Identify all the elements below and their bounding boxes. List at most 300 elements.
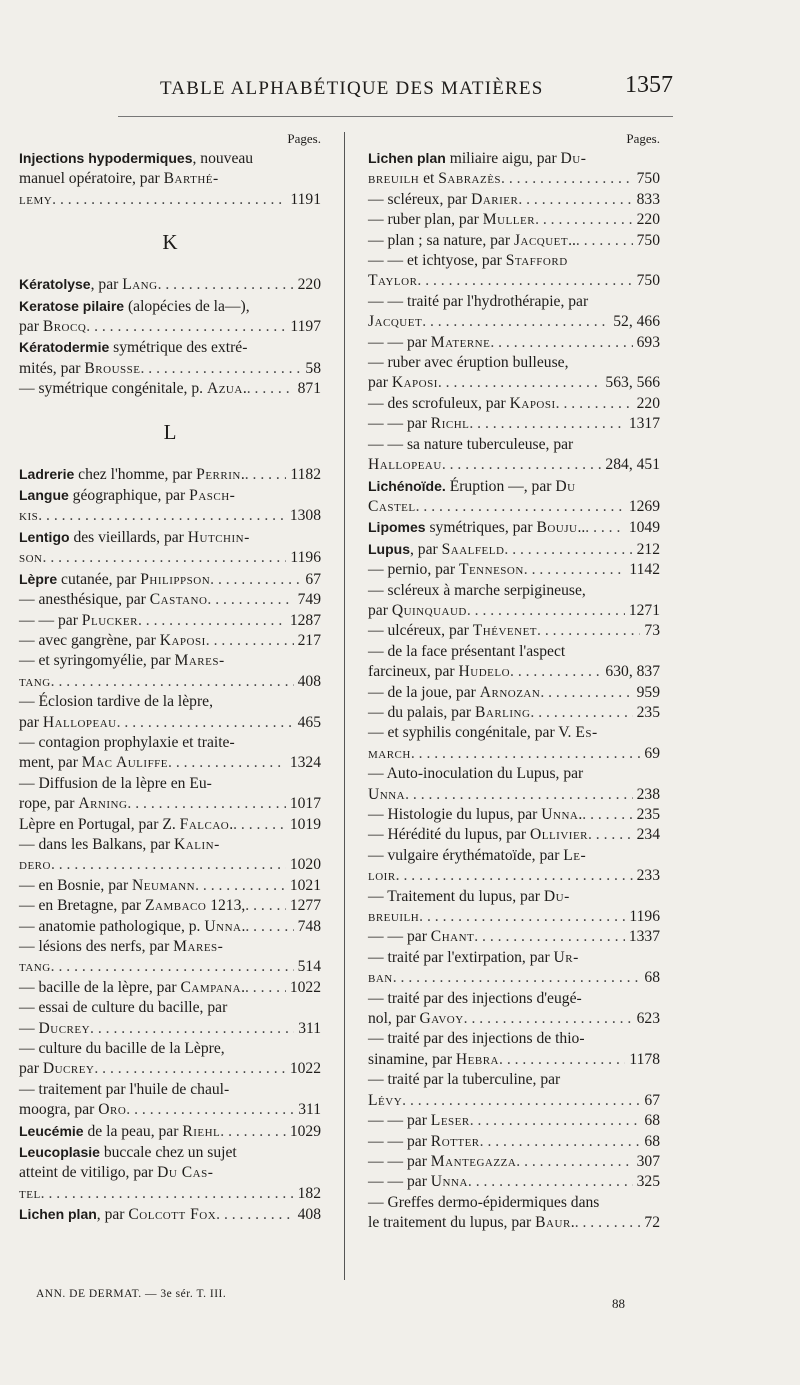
leader-dots bbox=[585, 518, 625, 538]
entry-author: Hutchin- bbox=[187, 528, 250, 546]
entry-fragment: — traité par la tuberculine, par bbox=[368, 1071, 561, 1089]
page-reference: 1020 bbox=[289, 856, 321, 874]
entry-text bbox=[19, 590, 207, 610]
index-entry bbox=[368, 866, 660, 886]
index-entry bbox=[368, 683, 660, 703]
entry-author: Bouju bbox=[536, 519, 578, 537]
index-entry bbox=[368, 887, 660, 907]
leader-dots bbox=[52, 190, 286, 210]
entry-author: Chant bbox=[430, 928, 475, 946]
entry-text bbox=[368, 394, 556, 414]
index-entry bbox=[368, 1193, 660, 1213]
index-entry bbox=[368, 805, 660, 825]
index-entry bbox=[368, 846, 660, 866]
entry-fragment: — Auto-inoculation du Lupus, par bbox=[368, 765, 584, 783]
index-entry bbox=[19, 1039, 321, 1059]
entry-text bbox=[19, 876, 195, 896]
leader-dots bbox=[51, 957, 294, 977]
index-entry bbox=[19, 1080, 321, 1100]
index-entry bbox=[19, 169, 321, 189]
leader-dots bbox=[530, 703, 632, 723]
entry-text bbox=[19, 835, 220, 855]
leader-dots bbox=[233, 815, 286, 835]
index-entry bbox=[19, 590, 321, 610]
entry-text bbox=[368, 907, 419, 927]
entry-text bbox=[19, 978, 245, 998]
entry-text bbox=[19, 569, 210, 590]
index-entry bbox=[368, 435, 660, 455]
index-entry bbox=[19, 359, 321, 379]
entry-heading: Kératodermie bbox=[19, 339, 110, 356]
page-reference: 693 bbox=[636, 333, 660, 351]
entry-heading: Lichen plan bbox=[19, 1206, 97, 1223]
pages-label: Pages. bbox=[626, 131, 660, 146]
entry-author: Leser bbox=[430, 1112, 470, 1130]
entry-text bbox=[368, 1213, 575, 1233]
entry-author: Riehl bbox=[182, 1122, 221, 1140]
leader-dots bbox=[90, 1019, 294, 1039]
entry-heading: Injections hypodermiques bbox=[19, 150, 193, 166]
page-reference: 1191 bbox=[290, 190, 321, 208]
entry-text bbox=[368, 148, 586, 169]
leader-dots bbox=[438, 373, 602, 393]
index-entry bbox=[19, 548, 321, 568]
index-entry bbox=[368, 539, 660, 560]
index-entry bbox=[19, 713, 321, 733]
entry-fragment: par bbox=[19, 318, 43, 336]
index-entry bbox=[19, 672, 321, 692]
entry-text bbox=[368, 333, 490, 353]
entry-text bbox=[368, 1091, 402, 1111]
index-entry bbox=[368, 497, 660, 517]
entry-heading: Keratose pilaire bbox=[19, 297, 125, 314]
entry-fragment: — dans les Balkans, par bbox=[19, 835, 175, 853]
entry-author: tel bbox=[19, 1184, 41, 1202]
entry-text bbox=[19, 957, 51, 977]
entry-fragment: — — par bbox=[368, 333, 431, 351]
entry-author: Arnozan bbox=[479, 683, 541, 701]
page-reference: 749 bbox=[297, 591, 321, 609]
index-entry bbox=[19, 148, 321, 169]
page-reference: 1197 bbox=[290, 318, 321, 336]
leader-dots bbox=[43, 548, 287, 568]
entry-text bbox=[19, 379, 247, 399]
entry-text bbox=[368, 210, 535, 230]
index-entry bbox=[368, 231, 660, 251]
entry-text bbox=[368, 887, 570, 907]
leader-dots bbox=[499, 1050, 625, 1070]
entry-author: Unna bbox=[541, 806, 579, 823]
entry-text bbox=[368, 435, 573, 455]
entry-fragment: et bbox=[419, 170, 439, 188]
entry-fragment: — symétrique congénitale, p. bbox=[19, 380, 207, 398]
page-reference: 1142 bbox=[629, 561, 660, 579]
leader-dots bbox=[158, 275, 294, 295]
leader-dots bbox=[140, 359, 301, 379]
leader-dots bbox=[464, 1009, 633, 1029]
index-entry bbox=[368, 1050, 660, 1070]
entry-text bbox=[368, 1172, 468, 1192]
index-entry bbox=[19, 631, 321, 651]
index-entry bbox=[368, 723, 660, 743]
index-entry bbox=[368, 948, 660, 968]
page-reference: 1049 bbox=[628, 519, 660, 537]
entry-text bbox=[368, 621, 537, 641]
leader-dots bbox=[468, 1172, 633, 1192]
index-entry bbox=[19, 485, 321, 506]
entry-fragment: — ruber plan, par bbox=[368, 211, 483, 229]
entry-fragment: — Greffes dermo-épidermiques dans bbox=[368, 1193, 600, 1211]
index-entry bbox=[19, 1059, 321, 1079]
entry-author: Castel bbox=[368, 497, 416, 515]
entry-author: Du- bbox=[560, 150, 587, 167]
leader-dots bbox=[402, 1091, 640, 1111]
leader-dots bbox=[245, 465, 287, 485]
entry-author: Philippson bbox=[140, 570, 211, 588]
index-entry bbox=[368, 744, 660, 764]
entry-text bbox=[368, 785, 405, 805]
entry-fragment: — — par bbox=[368, 415, 431, 433]
entry-text bbox=[368, 292, 588, 312]
index-entry bbox=[19, 1204, 321, 1225]
index-entry bbox=[19, 1019, 321, 1039]
page-reference: 563, 566 bbox=[605, 374, 660, 392]
index-entry bbox=[368, 1009, 660, 1029]
entry-fragment: . bbox=[240, 465, 245, 483]
entry-heading: Lupus bbox=[368, 540, 410, 557]
entry-author: Oro bbox=[98, 1101, 127, 1119]
entry-text bbox=[19, 190, 52, 210]
leader-dots bbox=[38, 506, 286, 526]
entry-author: Saalfeld bbox=[441, 540, 505, 558]
entry-fragment: .. bbox=[568, 231, 576, 249]
page-reference: 52, 466 bbox=[613, 313, 660, 331]
entry-author: Jacquet bbox=[368, 313, 423, 331]
entry-heading: Lèpre bbox=[19, 570, 58, 587]
entry-text bbox=[368, 866, 396, 886]
page-reference: 1021 bbox=[289, 876, 321, 894]
index-entry bbox=[368, 455, 660, 475]
index-entry bbox=[368, 560, 660, 580]
page-reference: 465 bbox=[297, 713, 321, 731]
entry-text bbox=[19, 485, 235, 506]
leader-dots bbox=[467, 601, 625, 621]
entry-fragment: sinamine, par bbox=[368, 1050, 456, 1068]
entry-text bbox=[19, 1059, 94, 1079]
index-entry bbox=[19, 774, 321, 794]
entry-fragment: — du palais, par bbox=[368, 703, 475, 721]
page-reference: 233 bbox=[636, 867, 660, 885]
index-entry bbox=[368, 190, 660, 210]
leader-dots bbox=[501, 169, 633, 189]
entry-fragment: — — par bbox=[368, 1152, 431, 1170]
page-reference: 750 bbox=[636, 272, 660, 290]
entry-fragment: moogra, par bbox=[19, 1101, 99, 1119]
page-reference: 1182 bbox=[290, 465, 321, 483]
index-entry bbox=[19, 274, 321, 295]
entry-heading: Lichen plan bbox=[368, 150, 446, 166]
leader-dots bbox=[588, 825, 633, 845]
leader-dots bbox=[220, 1122, 286, 1142]
page-reference: 68 bbox=[644, 969, 660, 987]
pages-label: Pages. bbox=[287, 131, 321, 146]
entry-text bbox=[368, 805, 582, 825]
index-entry bbox=[19, 296, 321, 317]
entry-text bbox=[368, 968, 393, 988]
footer-signature: 88 bbox=[612, 1296, 625, 1311]
index-entry bbox=[19, 1184, 321, 1204]
entry-text bbox=[368, 1152, 516, 1172]
leader-dots bbox=[245, 896, 286, 916]
entry-fragment: — en Bretagne, par bbox=[19, 897, 145, 915]
page-reference: 833 bbox=[636, 190, 660, 208]
entry-author: Falcao bbox=[179, 815, 230, 833]
entry-author: Du bbox=[555, 477, 576, 495]
index-entry bbox=[19, 733, 321, 753]
entry-fragment: . bbox=[578, 806, 583, 823]
left-column bbox=[19, 130, 321, 1226]
entry-fragment: — des scrofuleux, par bbox=[368, 394, 510, 412]
index-entry bbox=[368, 1111, 660, 1131]
page-reference: 238 bbox=[636, 785, 660, 803]
page-reference: 72 bbox=[644, 1214, 660, 1232]
entry-fragment: , par bbox=[410, 540, 442, 558]
page-reference: 1269 bbox=[628, 497, 660, 515]
entry-text bbox=[19, 713, 117, 733]
leader-dots bbox=[537, 621, 640, 641]
entry-text bbox=[19, 855, 51, 875]
leader-dots bbox=[206, 631, 294, 651]
entry-author: Campana bbox=[180, 978, 242, 996]
entry-fragment: rope, par bbox=[19, 795, 79, 813]
index-entry bbox=[19, 337, 321, 358]
page-reference: 235 bbox=[636, 703, 660, 721]
leader-dots bbox=[575, 1213, 641, 1233]
entry-text bbox=[368, 251, 568, 271]
entry-fragment: — Histologie du lupus, par bbox=[368, 806, 542, 823]
entry-author: Richl bbox=[430, 415, 470, 433]
index-entry bbox=[368, 210, 660, 230]
entry-author: Hudelo bbox=[458, 663, 511, 681]
entry-fragment: — — et ichtyose, par bbox=[368, 252, 506, 270]
page-reference: 220 bbox=[636, 394, 660, 412]
entry-text bbox=[19, 1080, 229, 1100]
index-entry bbox=[19, 379, 321, 399]
entry-heading: Langue bbox=[19, 487, 69, 504]
entry-fragment: . bbox=[229, 815, 234, 833]
entry-text bbox=[368, 1050, 499, 1070]
entry-fragment: — traitement par l'huile de chaul- bbox=[19, 1080, 230, 1098]
entry-author: Mares- bbox=[173, 938, 224, 955]
entry-author: Mares- bbox=[174, 652, 225, 670]
entry-author: Unna bbox=[204, 917, 242, 935]
entry-author: dero bbox=[19, 856, 51, 874]
entry-fragment: — anesthésique, par bbox=[19, 591, 150, 609]
entry-text bbox=[368, 476, 576, 497]
entry-fragment: — Diffusion de la lèpre en Eu- bbox=[19, 774, 212, 792]
index-entry bbox=[19, 190, 321, 210]
index-entry bbox=[19, 317, 321, 337]
index-entry bbox=[368, 353, 660, 373]
entry-fragment: (alopécies de la—), bbox=[124, 297, 250, 315]
entry-text bbox=[368, 683, 540, 703]
column-divider bbox=[344, 132, 345, 1280]
entry-author: Gavoy bbox=[419, 1010, 464, 1028]
page-reference: 212 bbox=[636, 540, 660, 558]
page-reference: 73 bbox=[644, 622, 660, 640]
entry-fragment: , par bbox=[96, 1206, 129, 1224]
entry-fragment: — ulcéreux, par bbox=[368, 622, 473, 640]
entry-author: ban bbox=[368, 969, 393, 987]
entry-author: breuilh bbox=[368, 170, 420, 188]
entry-author: Mantegazza bbox=[430, 1152, 517, 1170]
entry-author: Unna bbox=[368, 785, 406, 803]
page-reference: 311 bbox=[298, 1101, 321, 1119]
index-entry bbox=[19, 692, 321, 712]
entry-text bbox=[368, 723, 598, 743]
page-reference: 220 bbox=[636, 211, 660, 229]
index-entry bbox=[368, 642, 660, 662]
entry-fragment: . bbox=[241, 978, 245, 996]
index-entry bbox=[368, 1091, 660, 1111]
index-entry bbox=[19, 998, 321, 1018]
page-reference: 182 bbox=[297, 1184, 321, 1202]
entry-text bbox=[19, 506, 38, 526]
entry-author: Azua bbox=[206, 380, 243, 398]
entry-fragment: par bbox=[19, 713, 43, 731]
entry-fragment: symétrique des extré- bbox=[109, 339, 248, 357]
index-entry bbox=[368, 148, 660, 169]
leader-dots bbox=[411, 744, 641, 764]
index-entry bbox=[19, 1142, 321, 1163]
entry-heading: Kératolyse bbox=[19, 276, 91, 293]
entry-fragment: manuel opératoire, par bbox=[19, 170, 164, 188]
leader-dots bbox=[417, 271, 632, 291]
index-entry bbox=[368, 764, 660, 784]
section-letter: K bbox=[162, 230, 178, 255]
index-entry bbox=[19, 651, 321, 671]
page-reference: 1029 bbox=[289, 1122, 321, 1140]
page-reference: 311 bbox=[298, 1019, 321, 1037]
leader-dots bbox=[126, 1100, 294, 1120]
page-reference: 514 bbox=[297, 958, 321, 976]
index-entry bbox=[19, 896, 321, 916]
page-reference: 217 bbox=[297, 631, 321, 649]
entry-text bbox=[368, 764, 583, 784]
leader-dots bbox=[127, 794, 285, 814]
leader-dots bbox=[210, 570, 301, 590]
entry-fragment: — pernio, par bbox=[368, 561, 459, 579]
entry-author: Mac Auliffe bbox=[81, 754, 169, 772]
page-reference: 1271 bbox=[628, 601, 660, 619]
page-reference: 69 bbox=[644, 744, 660, 762]
index-entry bbox=[19, 1163, 321, 1183]
entry-author: Hallopeau bbox=[368, 456, 442, 474]
entry-fragment: nol, par bbox=[368, 1010, 420, 1028]
page-reference: 1178 bbox=[629, 1050, 660, 1068]
page-reference: 325 bbox=[636, 1173, 660, 1191]
entry-author: Ollivier bbox=[529, 826, 588, 844]
index-entry bbox=[368, 169, 660, 189]
index-entry bbox=[19, 917, 321, 937]
entry-text bbox=[368, 744, 411, 764]
index-entry bbox=[368, 394, 660, 414]
entry-author: Kalin- bbox=[174, 835, 220, 853]
entry-fragment: par bbox=[368, 601, 392, 619]
entry-fragment: — avec gangrène, par bbox=[19, 631, 160, 649]
leader-dots bbox=[576, 231, 633, 251]
entry-text bbox=[368, 948, 579, 968]
page-reference: 1019 bbox=[289, 815, 321, 833]
entry-author: Jacquet bbox=[513, 231, 569, 249]
index-entry bbox=[368, 1029, 660, 1049]
entry-text bbox=[368, 825, 588, 845]
leader-dots bbox=[41, 1184, 294, 1204]
entry-fragment: — — sa nature tuberculeuse, par bbox=[368, 435, 574, 453]
entry-text bbox=[368, 846, 586, 866]
entry-author: Rotter bbox=[430, 1132, 480, 1150]
entry-author: tang bbox=[19, 672, 51, 690]
page-reference: 408 bbox=[297, 1206, 321, 1224]
entry-text bbox=[19, 753, 168, 773]
entry-text bbox=[368, 560, 524, 580]
entry-author: Lévy bbox=[368, 1091, 403, 1109]
page-reference: 1317 bbox=[628, 415, 660, 433]
entry-fragment: — — traité par l'hydrothérapie, par bbox=[368, 292, 589, 310]
entry-fragment: , par bbox=[90, 276, 123, 294]
leader-dots bbox=[510, 662, 601, 682]
entry-fragment: des vieillards, par bbox=[69, 528, 188, 546]
entry-fragment: — vulgaire érythématoïde, par bbox=[368, 846, 564, 864]
entry-text bbox=[19, 1204, 216, 1225]
entry-author: Castano bbox=[149, 591, 208, 609]
entry-fragment: — contagion prophylaxie et traite- bbox=[19, 733, 235, 751]
leader-dots bbox=[94, 1059, 285, 1079]
entry-fragment: buccale chez un sujet bbox=[99, 1144, 237, 1162]
entry-text bbox=[368, 1132, 480, 1152]
entry-text bbox=[19, 672, 51, 692]
entry-author: Hebra bbox=[455, 1050, 500, 1068]
entry-fragment: — en Bosnie, par bbox=[19, 876, 133, 894]
entry-fragment: — Hérédité du lupus, par bbox=[368, 826, 530, 844]
entry-author: Hallopeau bbox=[42, 713, 117, 731]
entry-fragment: atteint de vitiligo, par bbox=[19, 1164, 158, 1182]
index-entry bbox=[368, 1132, 660, 1152]
entry-author: Perrin bbox=[196, 465, 241, 483]
entry-author: Tenneson bbox=[458, 561, 524, 579]
entry-text bbox=[19, 317, 86, 337]
page-reference: 68 bbox=[644, 1132, 660, 1150]
entry-text bbox=[368, 539, 504, 560]
entry-text bbox=[368, 662, 510, 682]
page-reference: 1308 bbox=[289, 507, 321, 525]
entry-heading: Lentigo bbox=[19, 528, 70, 545]
leader-dots bbox=[117, 713, 294, 733]
entry-author: Thévenet bbox=[472, 622, 538, 640]
leader-dots bbox=[480, 1132, 641, 1152]
leader-dots bbox=[490, 333, 632, 353]
leader-dots bbox=[168, 753, 286, 773]
leader-dots bbox=[535, 210, 633, 230]
page-reference: 220 bbox=[297, 276, 321, 294]
index-entry bbox=[368, 907, 660, 927]
entry-author: son bbox=[19, 549, 43, 567]
index-entry bbox=[19, 876, 321, 896]
entry-text bbox=[368, 353, 568, 373]
entry-fragment: — traité par l'extirpation, par bbox=[368, 948, 554, 966]
entry-author: Brocq bbox=[42, 318, 87, 336]
entry-author: lemy bbox=[19, 190, 53, 208]
